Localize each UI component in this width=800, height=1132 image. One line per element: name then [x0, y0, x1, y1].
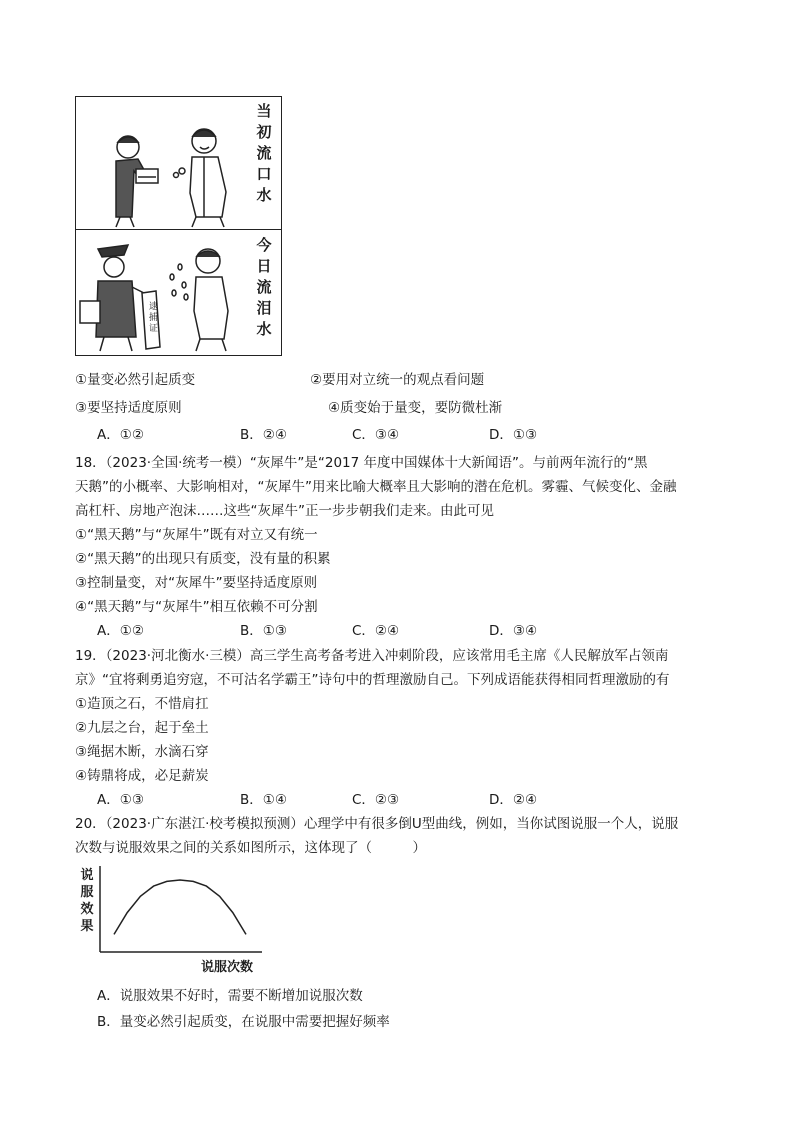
chart-x-label: 说服次数 — [201, 960, 254, 975]
bottom-panel-caption: 今日流泪水 — [256, 236, 272, 338]
q18-stem-line-2: 天鹅”的小概率、大影响相对，“灰犀牛”用来比喻大概率且大影响的潜在危机。雾霾、气候变化、金融 — [75, 479, 677, 495]
q17-item-1: ①量变必然引起质变 — [75, 372, 196, 388]
q18-item-1: ①“黑天鹅”与“灰犀牛”既有对立又有统一 — [75, 527, 318, 543]
q19-option-b[interactable]: B．①④ — [240, 792, 287, 808]
q19-item-1: ①造顶之石，不惜肩扛 — [75, 696, 209, 712]
q19-item-2: ②九层之台，起于垒土 — [75, 720, 209, 736]
q18-option-b[interactable]: B．①③ — [240, 623, 287, 639]
q19-option-a[interactable]: A．①③ — [97, 792, 144, 808]
inverted-u-curve — [114, 880, 246, 934]
cartoon-drawing — [76, 97, 280, 354]
q19-stem-line-2: 京》“宜将剩勇追穷寇，不可沽名学霸王”诗句中的哲理激励自己。下列成语能获得相同哲理激励的有 — [75, 672, 670, 688]
q17-item-3: ③要坚持适度原则 — [75, 400, 182, 416]
q20-option-b[interactable]: B．量变必然引起质变，在说服中需要把握好频率 — [97, 1014, 390, 1030]
q18-option-c[interactable]: C．②④ — [352, 623, 400, 639]
chart-y-label: 说服效果 — [80, 868, 94, 934]
q20-stem-line-2: 次数与说服效果之间的关系如图所示，这体现了（ ） — [75, 840, 426, 856]
q17-item-4: ④质变始于量变，要防微杜渐 — [328, 400, 503, 416]
q18-item-4: ④“黑天鹅”与“灰犀牛”相互依赖不可分割 — [75, 599, 318, 615]
q18-stem-line-3: 高杠杆、房地产泡沫……这些“灰犀牛”正一步步朝我们走来。由此可见 — [75, 503, 494, 519]
warrant-text: 逮捕证 — [149, 302, 159, 334]
q18-item-2: ②“黑天鹅”的出现只有质变，没有量的积累 — [75, 551, 331, 567]
top-panel-caption: 当初流口水 — [256, 102, 272, 204]
q17-option-d[interactable]: D．①③ — [489, 427, 538, 443]
panel-divider — [76, 229, 281, 230]
q17-option-c[interactable]: C．③④ — [352, 427, 400, 443]
q18-option-a[interactable]: A．①② — [97, 623, 144, 639]
q17-option-b[interactable]: B．②④ — [240, 427, 287, 443]
q20-option-a[interactable]: A．说服效果不好时，需要不断增加说服次数 — [97, 988, 363, 1004]
q19-option-d[interactable]: D．②④ — [489, 792, 538, 808]
q17-item-2: ②要用对立统一的观点看问题 — [310, 372, 485, 388]
q20-stem-line-1: 20．（2023·广东湛江·校考模拟预测）心理学中有很多倒U型曲线，例如，当你试图说服一个人，说服 — [75, 816, 679, 832]
q18-item-3: ③控制量变，对“灰犀牛”要坚持适度原则 — [75, 575, 318, 591]
q17-option-a[interactable]: A．①② — [97, 427, 144, 443]
q19-item-4: ④铸鼎将成，必足薪炭 — [75, 768, 209, 784]
cartoon-illustration — [75, 96, 282, 356]
q19-item-3: ③绳据木断，水滴石穿 — [75, 744, 209, 760]
q18-option-d[interactable]: D．③④ — [489, 623, 538, 639]
q19-stem-line-1: 19．（2023·河北衡水·三模）高三学生高考备考进入冲刺阶段，应该常用毛主席《人民解放军占领南 — [75, 648, 669, 664]
q18-stem-line-1: 18．（2023·全国·统考一模）“灰犀牛”是“2017 年度中国媒体十大新闻语”。与前两年流行的“黑 — [75, 455, 648, 471]
q19-option-c[interactable]: C．②③ — [352, 792, 400, 808]
